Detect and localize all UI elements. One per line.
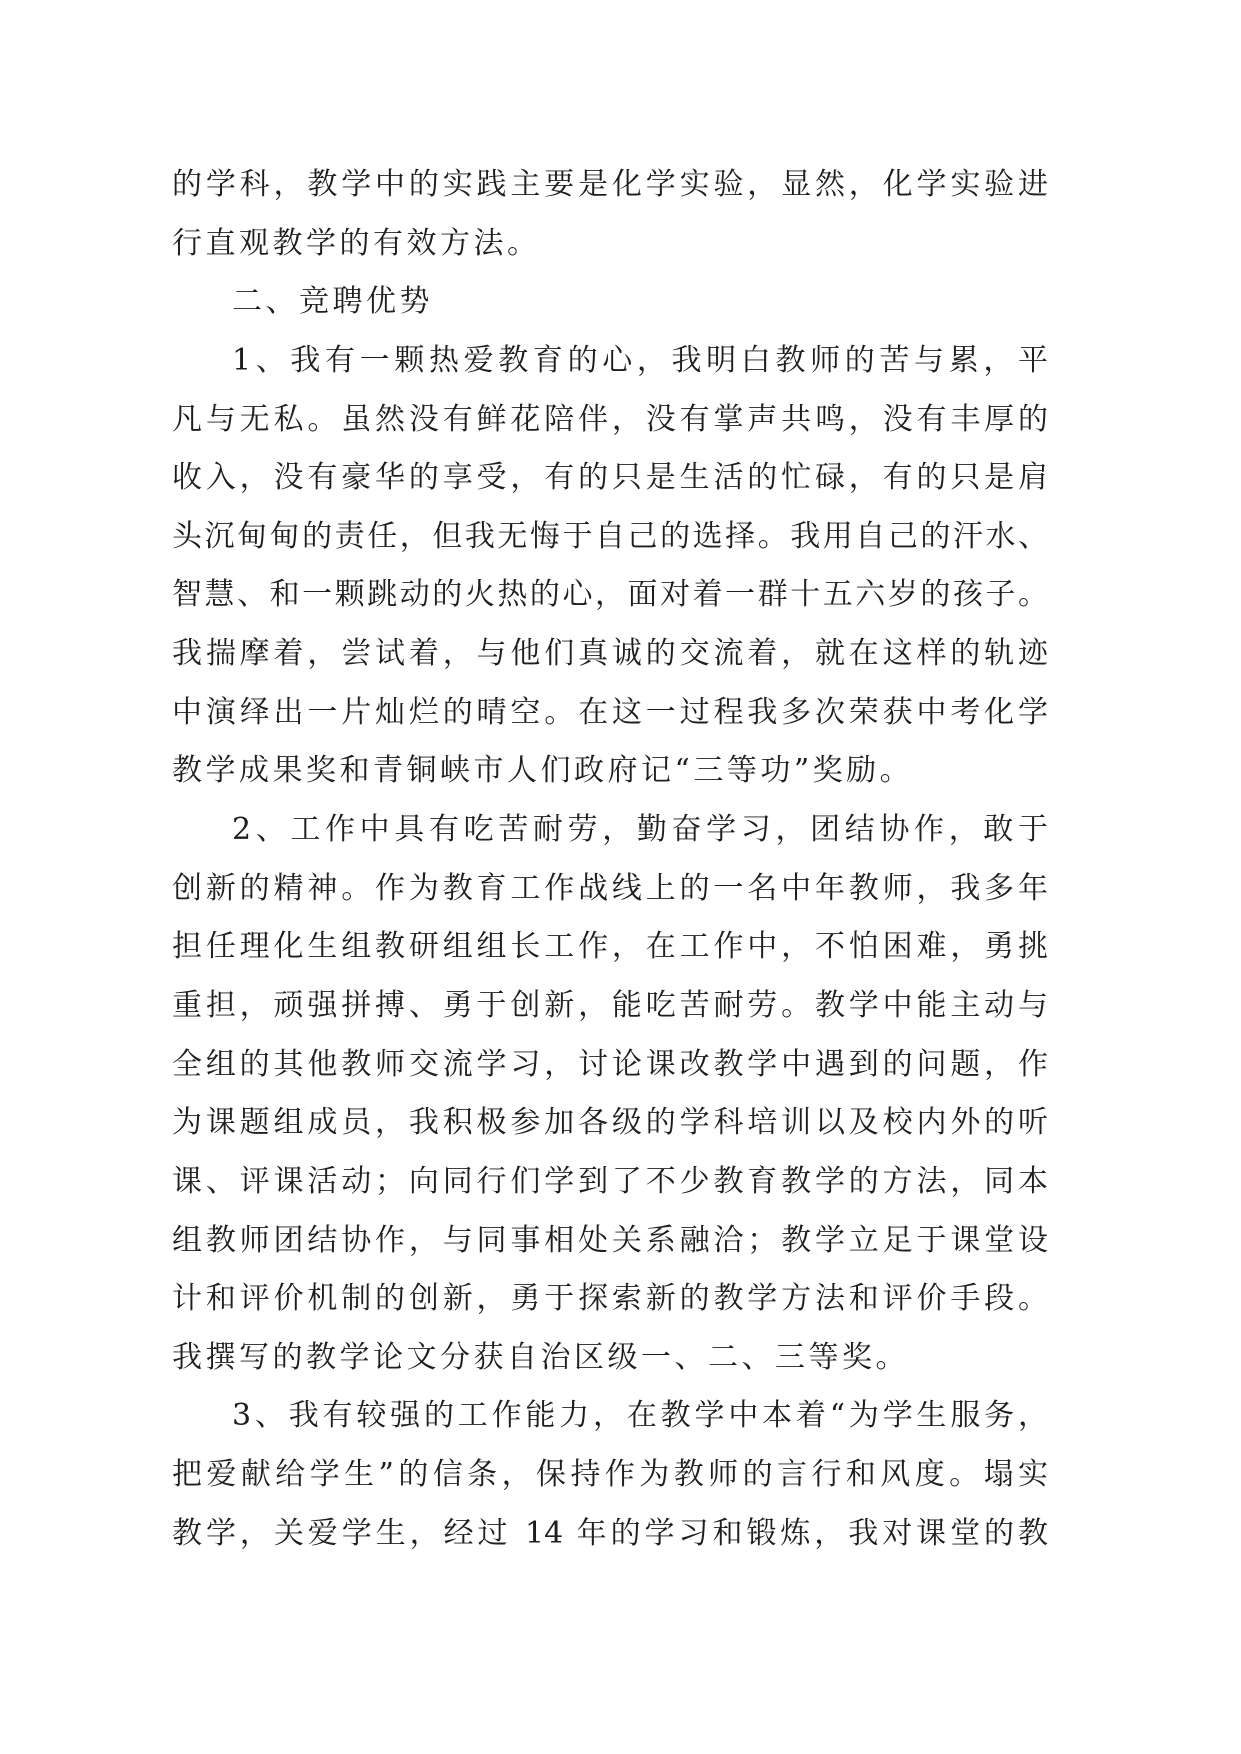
text-line: 计和评价机制的创新，勇于探索新的教学方法和评价手段。 bbox=[172, 1281, 1048, 1317]
text-line: 重担，顽强拼搏、勇于创新，能吃苦耐劳。教学中能主动与 bbox=[172, 987, 1048, 1023]
text-line: 的学科，教学中的实践主要是化学实验，显然，化学实验进 bbox=[172, 167, 1048, 202]
text-line: 1、我有一颗热爱教育的心，我明白教师的苦与累，平 bbox=[232, 342, 1048, 378]
text-line: 智慧、和一颗跳动的火热的心，面对着一群十五六岁的孩子。 bbox=[172, 577, 1048, 613]
text-line: 教学，关爱学生，经过 14 年的学习和锻炼，我对课堂的教 bbox=[172, 1515, 1048, 1551]
text-line: 收入，没有豪华的享受，有的只是生活的忙碌，有的只是肩 bbox=[172, 460, 1048, 496]
text-line: 教学成果奖和青铜峡市人们政府记“三等功”奖励。 bbox=[172, 753, 914, 789]
paragraph-2 bbox=[172, 801, 1048, 1387]
body-text bbox=[172, 156, 1048, 1563]
text-line: 3、我有较强的工作能力，在教学中本着“为学生服务， bbox=[232, 1398, 1048, 1434]
text-line: 中演绎出一片灿烂的晴空。在这一过程我多次荣获中考化学 bbox=[172, 694, 1048, 730]
text-line: 我揣摩着，尝试着，与他们真诚的交流着，就在这样的轨迹 bbox=[172, 636, 1048, 672]
section-heading bbox=[172, 273, 1048, 332]
text-line: 创新的精神。作为教育工作战线上的一名中年教师，我多年 bbox=[172, 870, 1048, 906]
text-line: 课、评课活动；向同行们学到了不少教育教学的方法，同本 bbox=[172, 1163, 1048, 1199]
text-line: 凡与无私。虽然没有鲜花陪伴，没有掌声共鸣，没有丰厚的 bbox=[172, 401, 1048, 437]
text-line: 把爱献给学生”的信条，保持作为教师的言行和风度。塌实 bbox=[172, 1457, 1048, 1493]
text-line: 组教师团结协作，与同事相处关系融洽；教学立足于课堂设 bbox=[172, 1222, 1048, 1258]
text-line: 担任理化生组教研组组长工作，在工作中，不怕困难，勇挑 bbox=[172, 929, 1048, 965]
text-line: 为课题组成员，我积极参加各级的学科培训以及校内外的听 bbox=[172, 1105, 1048, 1141]
paragraph-1 bbox=[172, 332, 1048, 801]
paragraph-3 bbox=[172, 1387, 1048, 1563]
heading-line: 二、竞聘优势 bbox=[232, 284, 433, 320]
text-line: 行直观教学的有效方法。 bbox=[172, 225, 541, 261]
text-line: 全组的其他教师交流学习，讨论课改教学中遇到的问题，作 bbox=[172, 1046, 1048, 1082]
text-line: 头沉甸甸的责任，但我无悔于自己的选择。我用自己的汗水、 bbox=[172, 518, 1048, 554]
paragraph-continuation bbox=[172, 156, 1048, 273]
text-line: 2、工作中具有吃苦耐劳，勤奋学习，团结协作，敢于 bbox=[232, 812, 1048, 848]
text-line: 我撰写的教学论文分获自治区级一、二、三等奖。 bbox=[172, 1339, 909, 1375]
